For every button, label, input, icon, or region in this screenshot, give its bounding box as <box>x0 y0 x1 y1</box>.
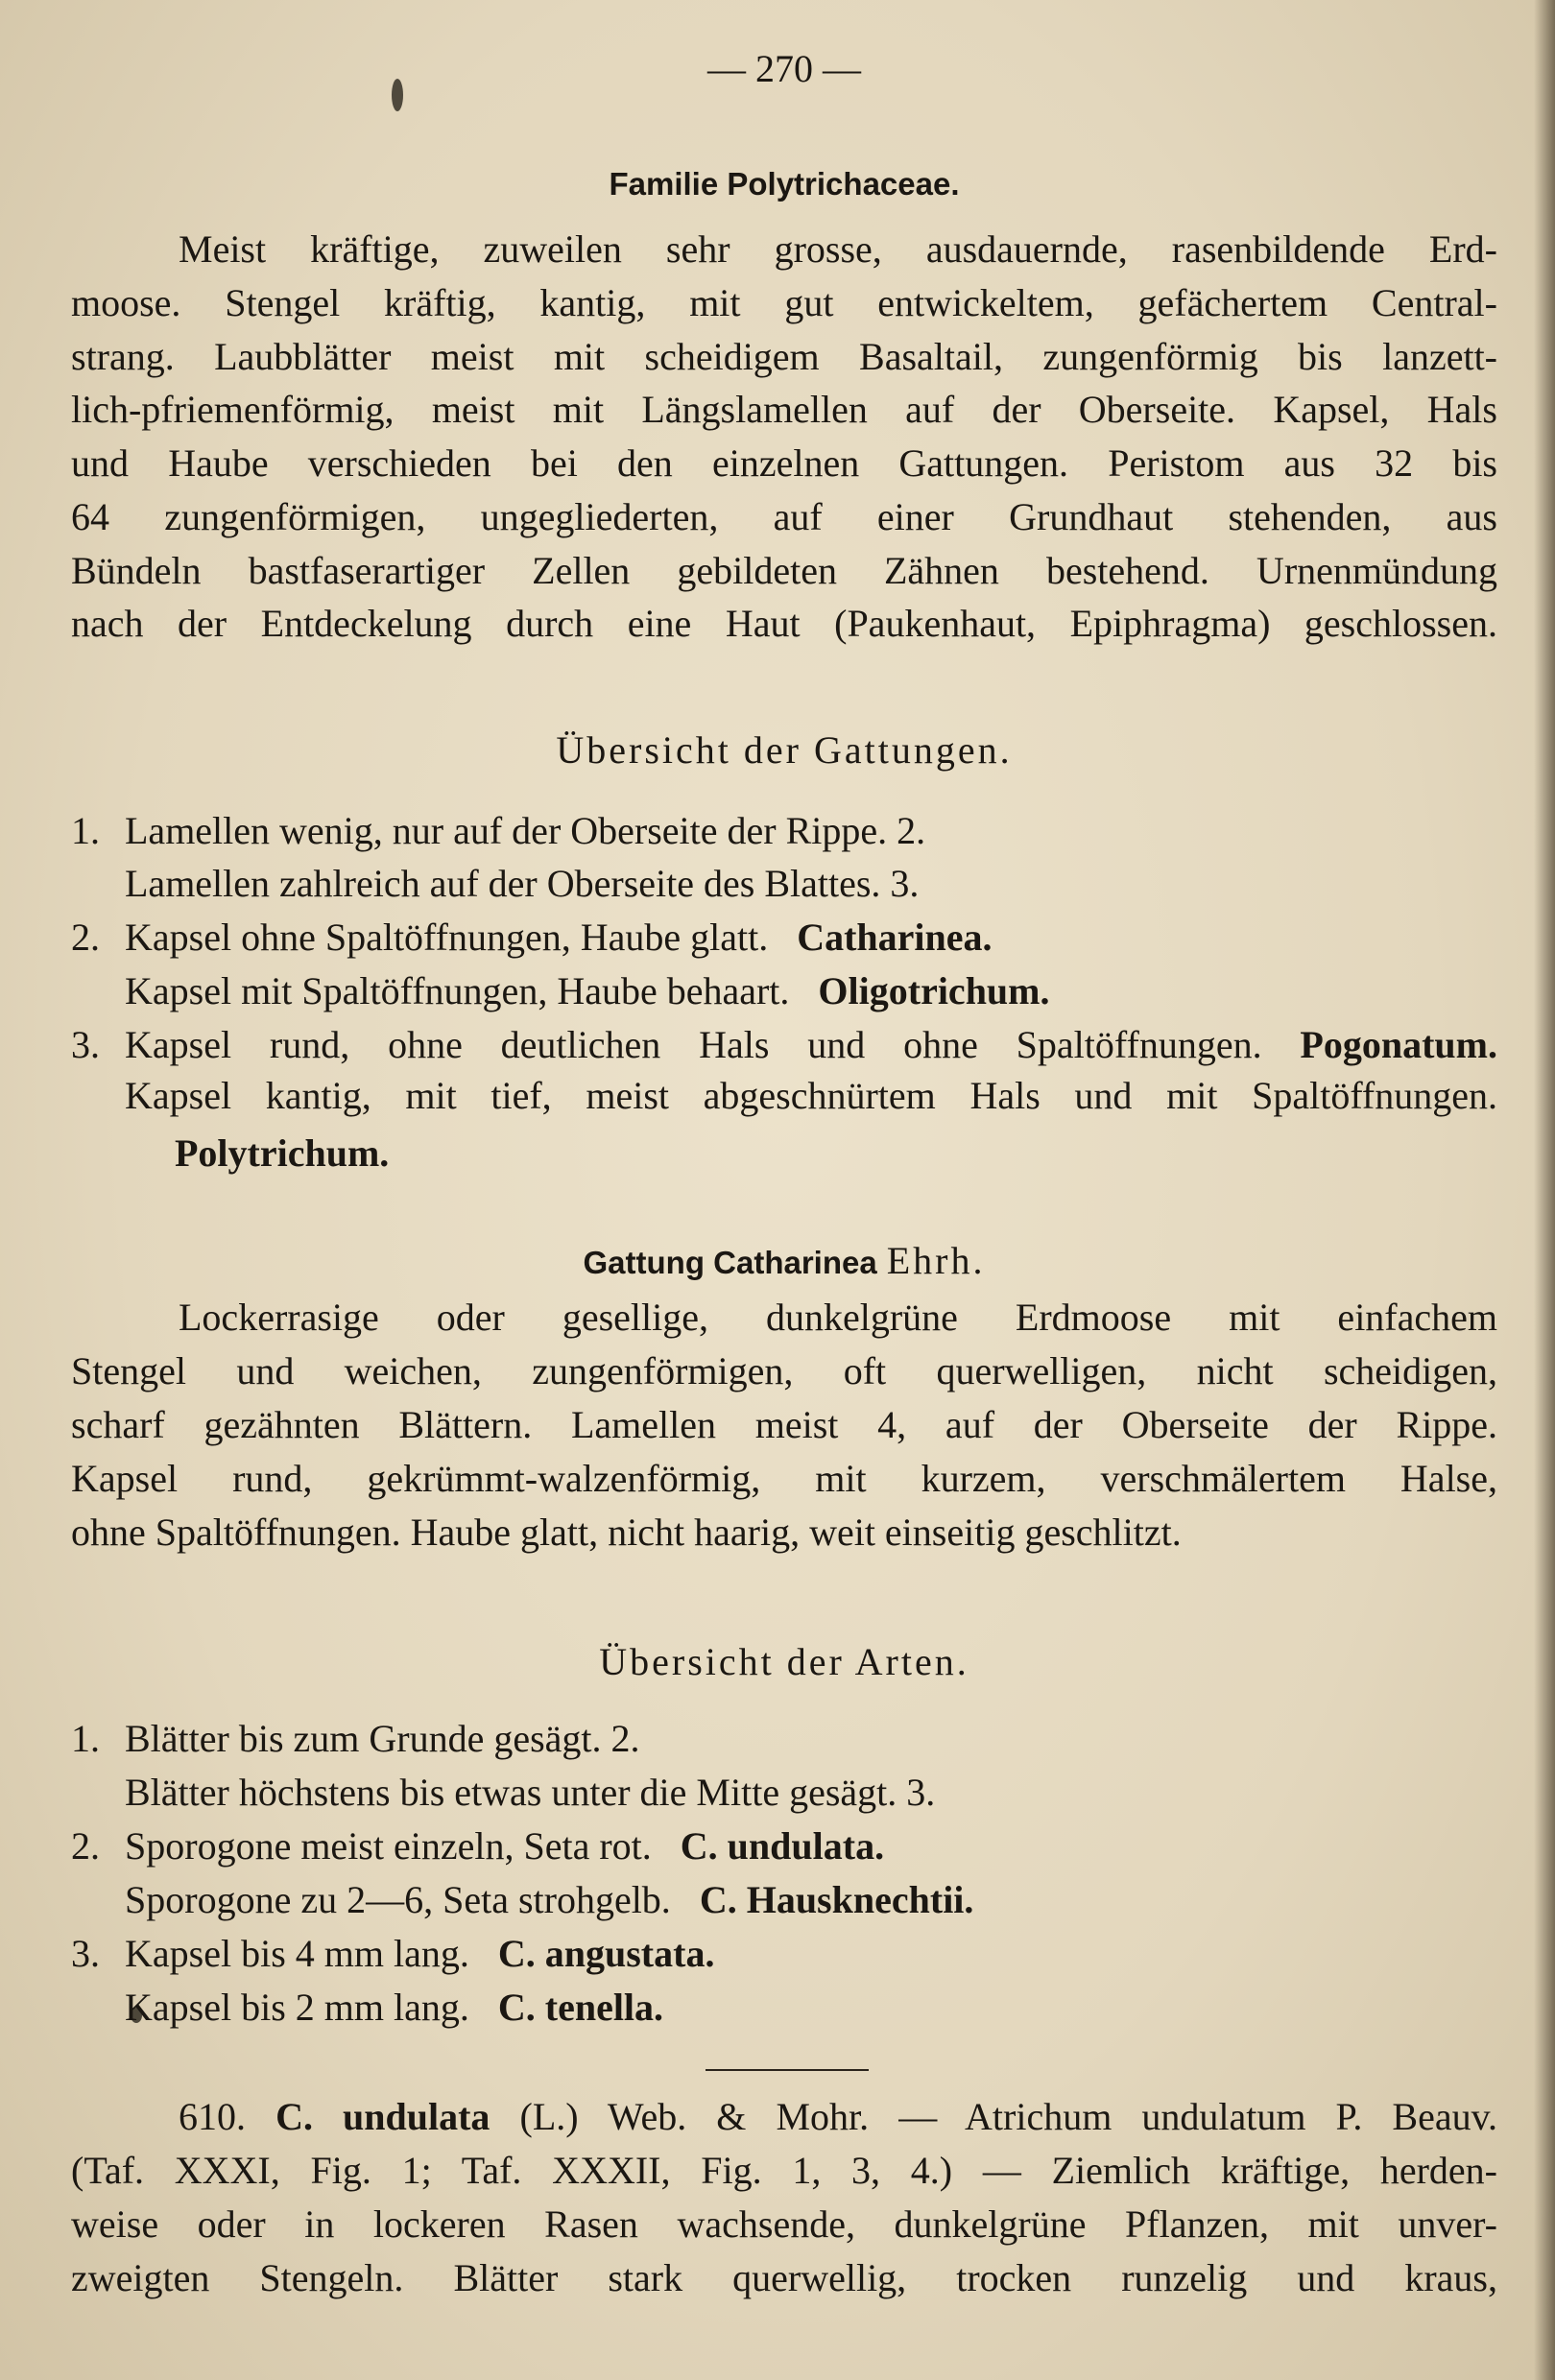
paragraph-line: lich-pfriemenförmig, meist mit Längslamellen auf der Oberseite. Kapsel, Hals <box>71 388 1497 431</box>
key-number: 1. <box>71 809 100 852</box>
key-entry <box>71 915 1497 961</box>
key-entry <box>71 1022 1497 1068</box>
paragraph-line: zweigten Stengeln. Blätter stark querwellig, trocken runzelig und kraus, <box>71 2256 1497 2299</box>
paragraph-line: strang. Laubblätter meist mit scheidigem Basaltail, zungenförmig bis lanzett- <box>71 335 1497 378</box>
key-text: Kapsel rund, ohne deutlichen Hals und ohne Spaltöffnungen. <box>125 1023 1262 1066</box>
key-text: Kapsel kantig, mit tief, meist abgeschnürtem Hals und mit Spaltöffnungen. <box>125 1074 1497 1117</box>
key-entry <box>71 1770 1497 1816</box>
species-name: C. undulata <box>275 2095 490 2138</box>
key-text: Blätter höchstens bis etwas unter die Mitte gesägt. 3. <box>125 1771 936 1814</box>
paragraph-line: ohne Spaltöffnungen. Haube glatt, nicht haarig, weit einseitig geschlitzt. <box>71 1511 1182 1554</box>
key-text: Kapsel ohne Spaltöffnungen, Haube glatt. <box>125 916 769 959</box>
key-entry <box>71 1823 1497 1869</box>
key-result: C. Hausknechtii. <box>699 1878 974 1921</box>
key-number: 2. <box>71 916 100 959</box>
key-entry <box>71 1716 1497 1762</box>
key-result: C. angustata. <box>497 1932 715 1975</box>
key-number: 3. <box>71 1932 100 1975</box>
genus-name: Gattung Catharinea <box>583 1245 877 1280</box>
paragraph-line: Lockerrasige oder gesellige, dunkelgrüne Erdmoose mit einfachem <box>179 1296 1497 1339</box>
species-number: 610. <box>179 2095 246 2138</box>
key-text: Sporogone zu 2—6, Seta strohgelb. <box>125 1878 671 1921</box>
key-entry <box>71 808 1497 854</box>
key-text: Blätter bis zum Grunde gesägt. 2. <box>125 1717 640 1760</box>
paragraph-line: 64 zungenförmigen, ungegliederten, auf einer Grundhaut stehenden, aus <box>71 495 1497 538</box>
genus-author: Ehrh. <box>886 1239 986 1282</box>
key-result: Pogonatum. <box>1300 1023 1497 1066</box>
key-result: C. tenella. <box>497 1986 664 2029</box>
key-entry <box>71 1931 1497 1977</box>
key-text: Kapsel bis 2 mm lang. <box>125 1986 469 2029</box>
species-entry-first-line <box>71 2094 1497 2140</box>
species-synonym: — Atrichum undulatum P. Beauv. <box>898 2095 1498 2138</box>
paragraph-line: und Haube verschieden bei den einzelnen Gattungen. Peristom aus 32 bis <box>71 441 1497 485</box>
species-author: (L.) Web. & Mohr. <box>519 2095 870 2138</box>
genera-overview-title: Übersicht der Gattungen. <box>556 728 1013 772</box>
key-number: 1. <box>71 1717 100 1760</box>
key-entry <box>71 861 1497 907</box>
key-result: Catharinea. <box>797 916 993 959</box>
key-number: 2. <box>71 1824 100 1868</box>
key-entry <box>71 1877 1497 1923</box>
page-edge-shadow <box>1534 0 1555 2380</box>
paragraph-line: Bündeln bastfaserartiger Zellen gebildeten Zähnen bestehend. Urnenmündung <box>71 549 1497 592</box>
genus-heading <box>71 1238 1497 1286</box>
paragraph-line: moose. Stengel kräftig, kantig, mit gut entwickeltem, gefächertem Central- <box>71 281 1497 324</box>
paragraph-line: weise oder in lockeren Rasen wachsende, dunkelgrüne Pflanzen, mit unver- <box>71 2202 1497 2246</box>
key-result: C. undulata. <box>680 1824 885 1868</box>
key-text: Sporogone meist einzeln, Seta rot. <box>125 1824 652 1868</box>
paragraph-line: nach der Entdeckelung durch eine Haut (Paukenhaut, Epiphragma) geschlossen. <box>71 602 1497 645</box>
paragraph-line: Stengel und weichen, zungenförmigen, oft querwelligen, nicht scheidigen, <box>71 1349 1497 1392</box>
key-result: Oligotrichum. <box>818 969 1050 1012</box>
key-text: Lamellen wenig, nur auf der Oberseite der Rippe. 2. <box>125 809 926 852</box>
species-overview-title: Übersicht der Arten. <box>599 1640 969 1683</box>
paragraph-line: Meist kräftige, zuweilen sehr grosse, ausdauernde, rasenbildende Erd- <box>179 227 1497 271</box>
key-number: 3. <box>71 1023 100 1066</box>
paragraph-line: (Taf. XXXI, Fig. 1; Taf. XXXII, Fig. 1, 3, 4.) — Ziemlich kräftige, herden- <box>71 2149 1497 2192</box>
key-entry <box>71 968 1497 1014</box>
key-entry <box>71 1985 1497 2031</box>
paragraph-line: Kapsel rund, gekrümmt-walzenförmig, mit kurzem, verschmälertem Halse, <box>71 1457 1497 1500</box>
paragraph-line: scharf gezähnten Blättern. Lamellen meist 4, auf der Oberseite der Rippe. <box>71 1403 1497 1446</box>
family-heading: Familie Polytrichaceae. <box>609 166 960 202</box>
section-divider <box>706 2069 869 2071</box>
key-entry <box>71 1073 1497 1119</box>
key-text: Kapsel mit Spaltöffnungen, Haube behaart. <box>125 969 790 1012</box>
key-result: Polytrichum. <box>175 1131 390 1175</box>
key-text: Lamellen zahlreich auf der Oberseite des Blattes. 3. <box>125 862 920 905</box>
key-text: Kapsel bis 4 mm lang. <box>125 1932 469 1975</box>
page-number: — 270 — <box>707 47 861 90</box>
